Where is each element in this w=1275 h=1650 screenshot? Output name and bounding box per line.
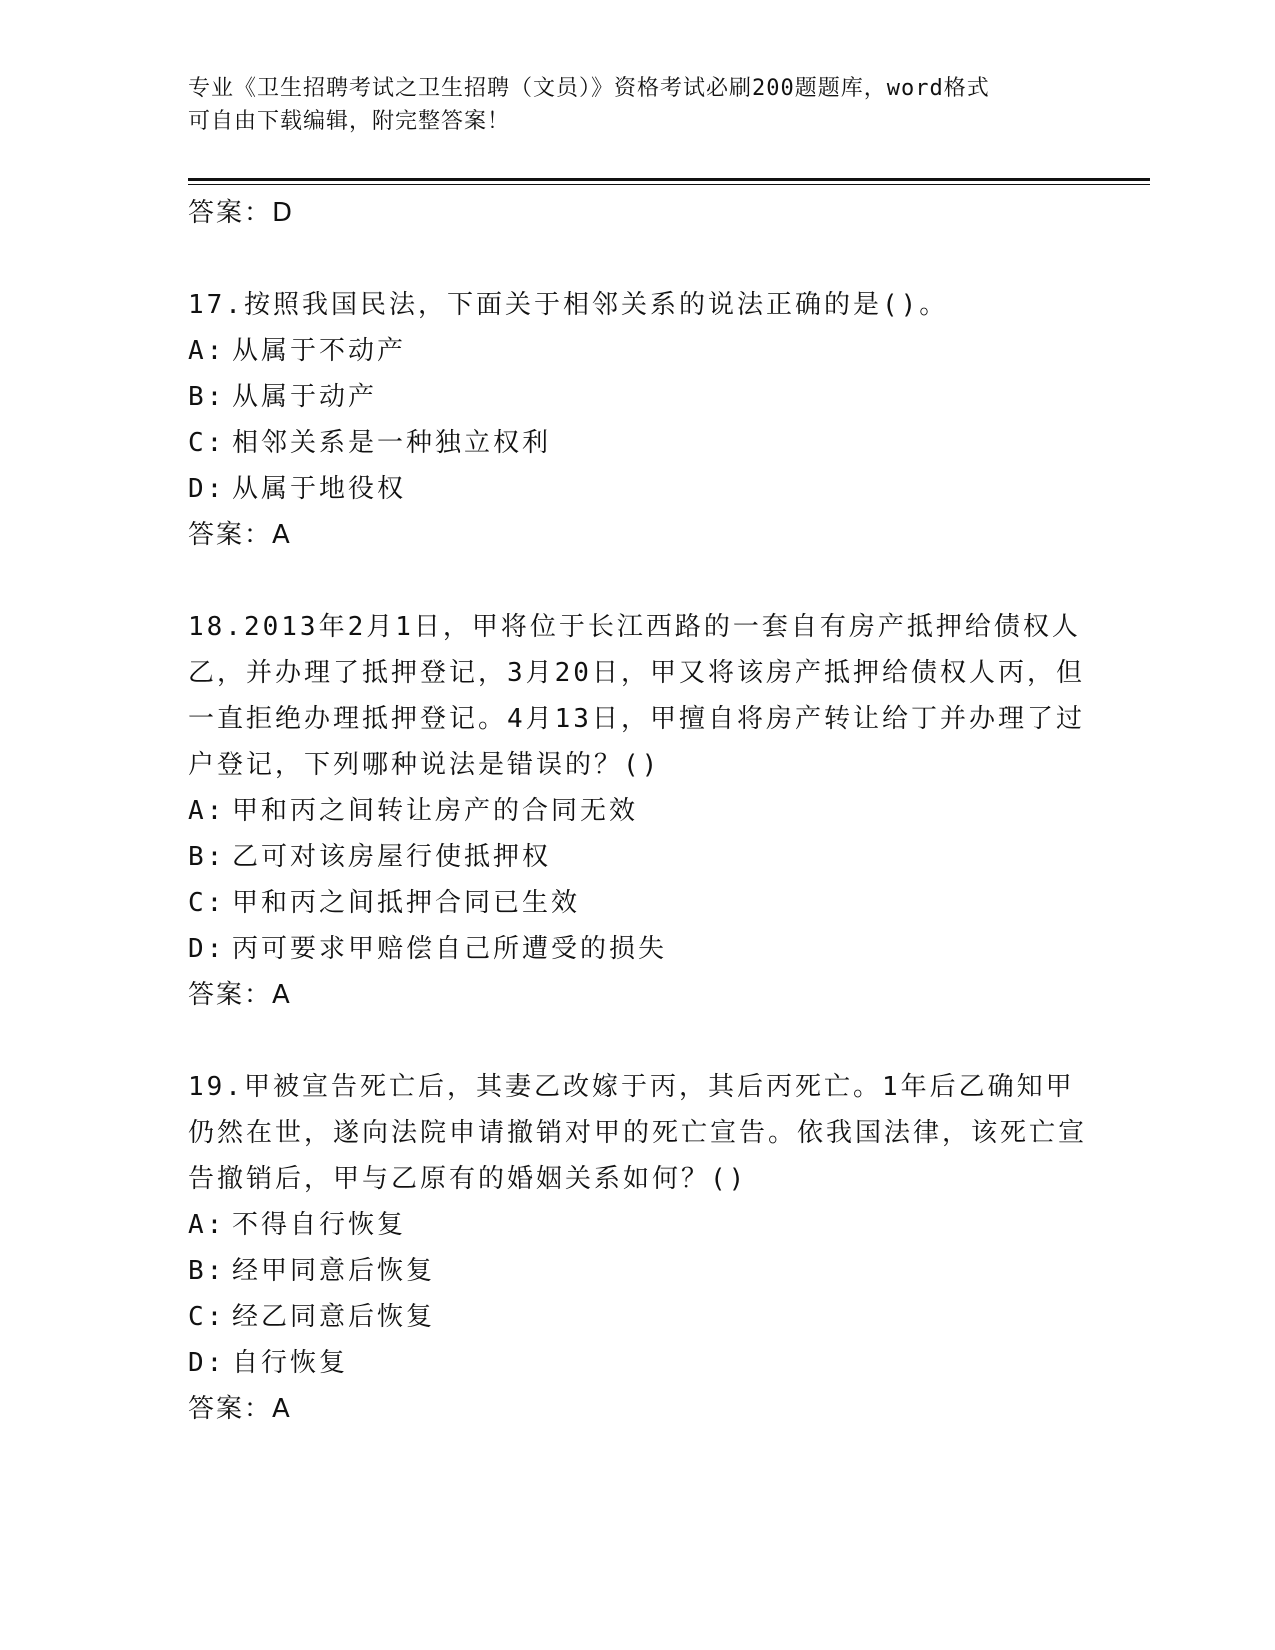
document-body bbox=[188, 190, 1088, 1432]
option-d bbox=[188, 466, 1088, 512]
option-key: D: bbox=[188, 934, 226, 964]
header-divider-thin bbox=[188, 184, 1150, 185]
option-a bbox=[188, 328, 1088, 374]
option-c bbox=[188, 1294, 1088, 1340]
option-key: C: bbox=[188, 428, 226, 458]
option-key: D: bbox=[188, 1348, 226, 1378]
option-text: 经甲同意后恢复 bbox=[232, 1256, 436, 1286]
option-c bbox=[188, 420, 1088, 466]
header-line-2: 可自由下载编辑，附完整答案！ bbox=[188, 109, 511, 134]
question-answer: 答案：A bbox=[188, 520, 292, 550]
question-19 bbox=[188, 1064, 1088, 1432]
option-key: B: bbox=[188, 382, 226, 412]
question-17 bbox=[188, 282, 1088, 558]
option-text: 丙可要求甲赔偿自己所遭受的损失 bbox=[232, 934, 668, 964]
question-answer: 答案：A bbox=[188, 980, 292, 1010]
previous-answer: 答案：D bbox=[188, 198, 295, 228]
question-18 bbox=[188, 604, 1088, 1018]
option-text: 从属于地役权 bbox=[232, 474, 407, 504]
option-key: A: bbox=[188, 336, 226, 366]
option-text: 不得自行恢复 bbox=[232, 1210, 407, 1240]
question-text: 17.按照我国民法，下面关于相邻关系的说法正确的是()。 bbox=[188, 290, 949, 320]
option-key: B: bbox=[188, 842, 226, 872]
option-text: 甲和丙之间转让房产的合同无效 bbox=[232, 796, 639, 826]
option-b bbox=[188, 834, 1088, 880]
option-text: 从属于动产 bbox=[232, 382, 378, 412]
question-answer: 答案：A bbox=[188, 1394, 292, 1424]
option-key: C: bbox=[188, 1302, 226, 1332]
option-a bbox=[188, 1202, 1088, 1248]
option-key: A: bbox=[188, 1210, 226, 1240]
question-text: 18.2013年2月1日，甲将位于长江西路的一套自有房产抵押给债权人乙，并办理了抵押登记，3月20日，甲又将该房产抵押给债权人丙，但一直拒绝办理抵押登记。4月13日，甲擅自将房产转让给丁并办理了过户登记，下列哪种说法是错误的？() bbox=[188, 612, 1085, 780]
page-header bbox=[188, 72, 1068, 138]
option-text: 经乙同意后恢复 bbox=[232, 1302, 436, 1332]
option-c bbox=[188, 880, 1088, 926]
option-a bbox=[188, 788, 1088, 834]
option-text: 从属于不动产 bbox=[232, 336, 407, 366]
option-text: 乙可对该房屋行使抵押权 bbox=[232, 842, 552, 872]
option-key: C: bbox=[188, 888, 226, 918]
option-text: 相邻关系是一种独立权利 bbox=[232, 428, 552, 458]
question-text: 19.甲被宣告死亡后，其妻乙改嫁于丙，其后丙死亡。1年后乙确知甲仍然在世，遂向法院申请撤销对甲的死亡宣告。依我国法律，该死亡宣告撤销后，甲与乙原有的婚姻关系如何？() bbox=[188, 1072, 1088, 1194]
option-d bbox=[188, 1340, 1088, 1386]
option-text: 自行恢复 bbox=[232, 1348, 349, 1378]
option-key: A: bbox=[188, 796, 226, 826]
option-b bbox=[188, 374, 1088, 420]
header-divider-thick bbox=[188, 178, 1150, 181]
option-d bbox=[188, 926, 1088, 972]
option-text: 甲和丙之间抵押合同已生效 bbox=[232, 888, 581, 918]
option-key: D: bbox=[188, 474, 226, 504]
option-b bbox=[188, 1248, 1088, 1294]
header-line-1: 专业《卫生招聘考试之卫生招聘（文员）》资格考试必刷200题题库，word格式 bbox=[188, 76, 990, 101]
option-key: B: bbox=[188, 1256, 226, 1286]
